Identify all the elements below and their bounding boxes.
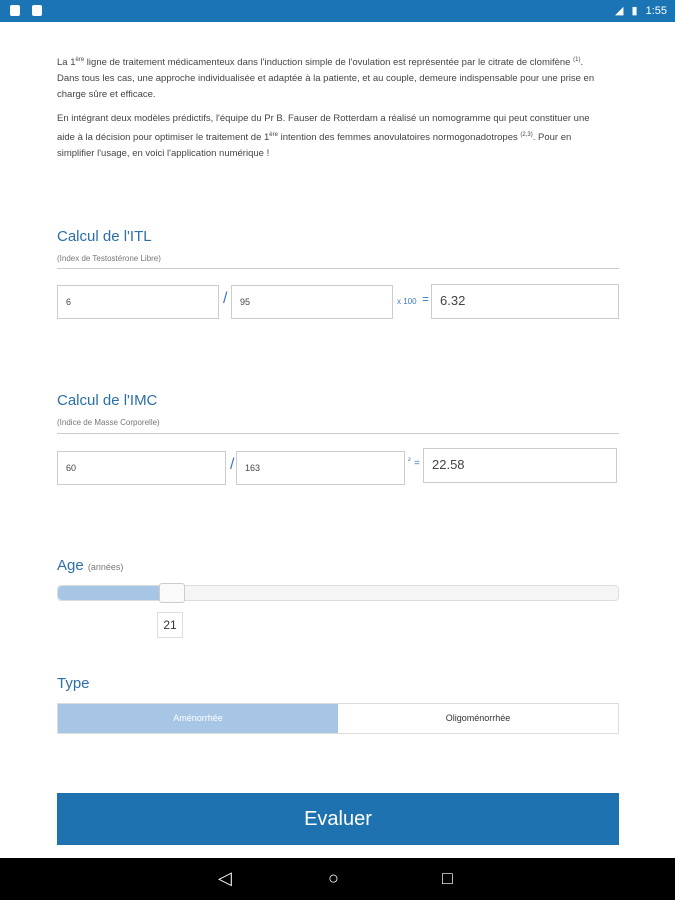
- age-label: Age: [57, 557, 84, 574]
- slider-thumb[interactable]: [159, 583, 185, 603]
- divider: [57, 433, 619, 434]
- type-option-oligomenorrhee[interactable]: Oligoménorrhée: [445, 713, 511, 723]
- imc-weight-input[interactable]: 60: [57, 451, 226, 485]
- age-unit: (années): [87, 562, 124, 572]
- age-title: [57, 557, 123, 574]
- imc-title: Calcul de l'IMC: [57, 392, 158, 409]
- imc-result: 22.58: [423, 448, 617, 483]
- battery-icon: ▮: [631, 5, 638, 17]
- text: En intégrant deux modèles prédictifs, l'équipe du Pr B. Fauser de Rotterdam a réalisé un nomogramme qui peut constituer une aide à la décision pour optimiser le traitement de 1: [57, 113, 590, 144]
- text: intention des femmes anovulatoires normogonadotropes: [277, 132, 521, 144]
- itl-shbg-input[interactable]: 95: [231, 285, 393, 319]
- type-selector: [57, 703, 619, 734]
- squared-sign: ²: [408, 456, 411, 465]
- type-title: Type: [57, 675, 90, 692]
- home-icon[interactable]: ○: [328, 868, 339, 888]
- equals-sign: =: [422, 292, 430, 306]
- evaluate-button[interactable]: Evaluer: [57, 793, 619, 845]
- imc-height-input[interactable]: 163: [236, 451, 405, 485]
- age-value: 21: [157, 612, 183, 638]
- sup: ère: [75, 57, 85, 63]
- text: . Dans tous les cas, une approche individualisée et adaptée à la patiente, et au couple, demeure indispensable pour une prise en charge sûre et efficace.: [57, 57, 595, 101]
- slider-fill: [58, 586, 168, 600]
- sup: ère: [269, 132, 278, 139]
- text: . Pour en simplifier l'usage, en voici l'application numérique !: [57, 132, 572, 160]
- itl-result: 6.32: [431, 284, 619, 319]
- type-option-amenorrhee[interactable]: Aménorrhée: [58, 704, 338, 733]
- clock: 1:55: [645, 4, 667, 17]
- notification-icon: [32, 5, 42, 16]
- divide-sign: /: [223, 290, 228, 307]
- multiply-label: x 100: [397, 297, 417, 306]
- equals-sign: =: [414, 458, 420, 469]
- itl-subtitle: (Index de Testostérone Libre): [57, 254, 161, 263]
- text: La 1: [57, 57, 76, 69]
- back-icon[interactable]: ◁: [218, 868, 232, 888]
- itl-title: Calcul de l'ITL: [57, 228, 152, 245]
- intro-text: [57, 52, 597, 170]
- reference: (1): [573, 57, 581, 63]
- notification-icon: [10, 5, 20, 16]
- reference: (2,3): [520, 132, 533, 139]
- age-slider[interactable]: [57, 585, 619, 601]
- signal-icon: ◢: [615, 5, 624, 17]
- recent-apps-icon[interactable]: □: [442, 868, 453, 888]
- itl-testosterone-input[interactable]: 6: [57, 285, 219, 319]
- imc-subtitle: (Indice de Masse Corporelle): [57, 418, 160, 427]
- status-bar: [0, 0, 675, 22]
- navigation-bar: [0, 858, 675, 900]
- divider: [57, 268, 619, 269]
- text: ligne de traitement médicamenteux dans l'induction simple de l'ovulation est représentée par le citrate de clomifène: [84, 57, 574, 69]
- divide-sign: /: [230, 456, 235, 473]
